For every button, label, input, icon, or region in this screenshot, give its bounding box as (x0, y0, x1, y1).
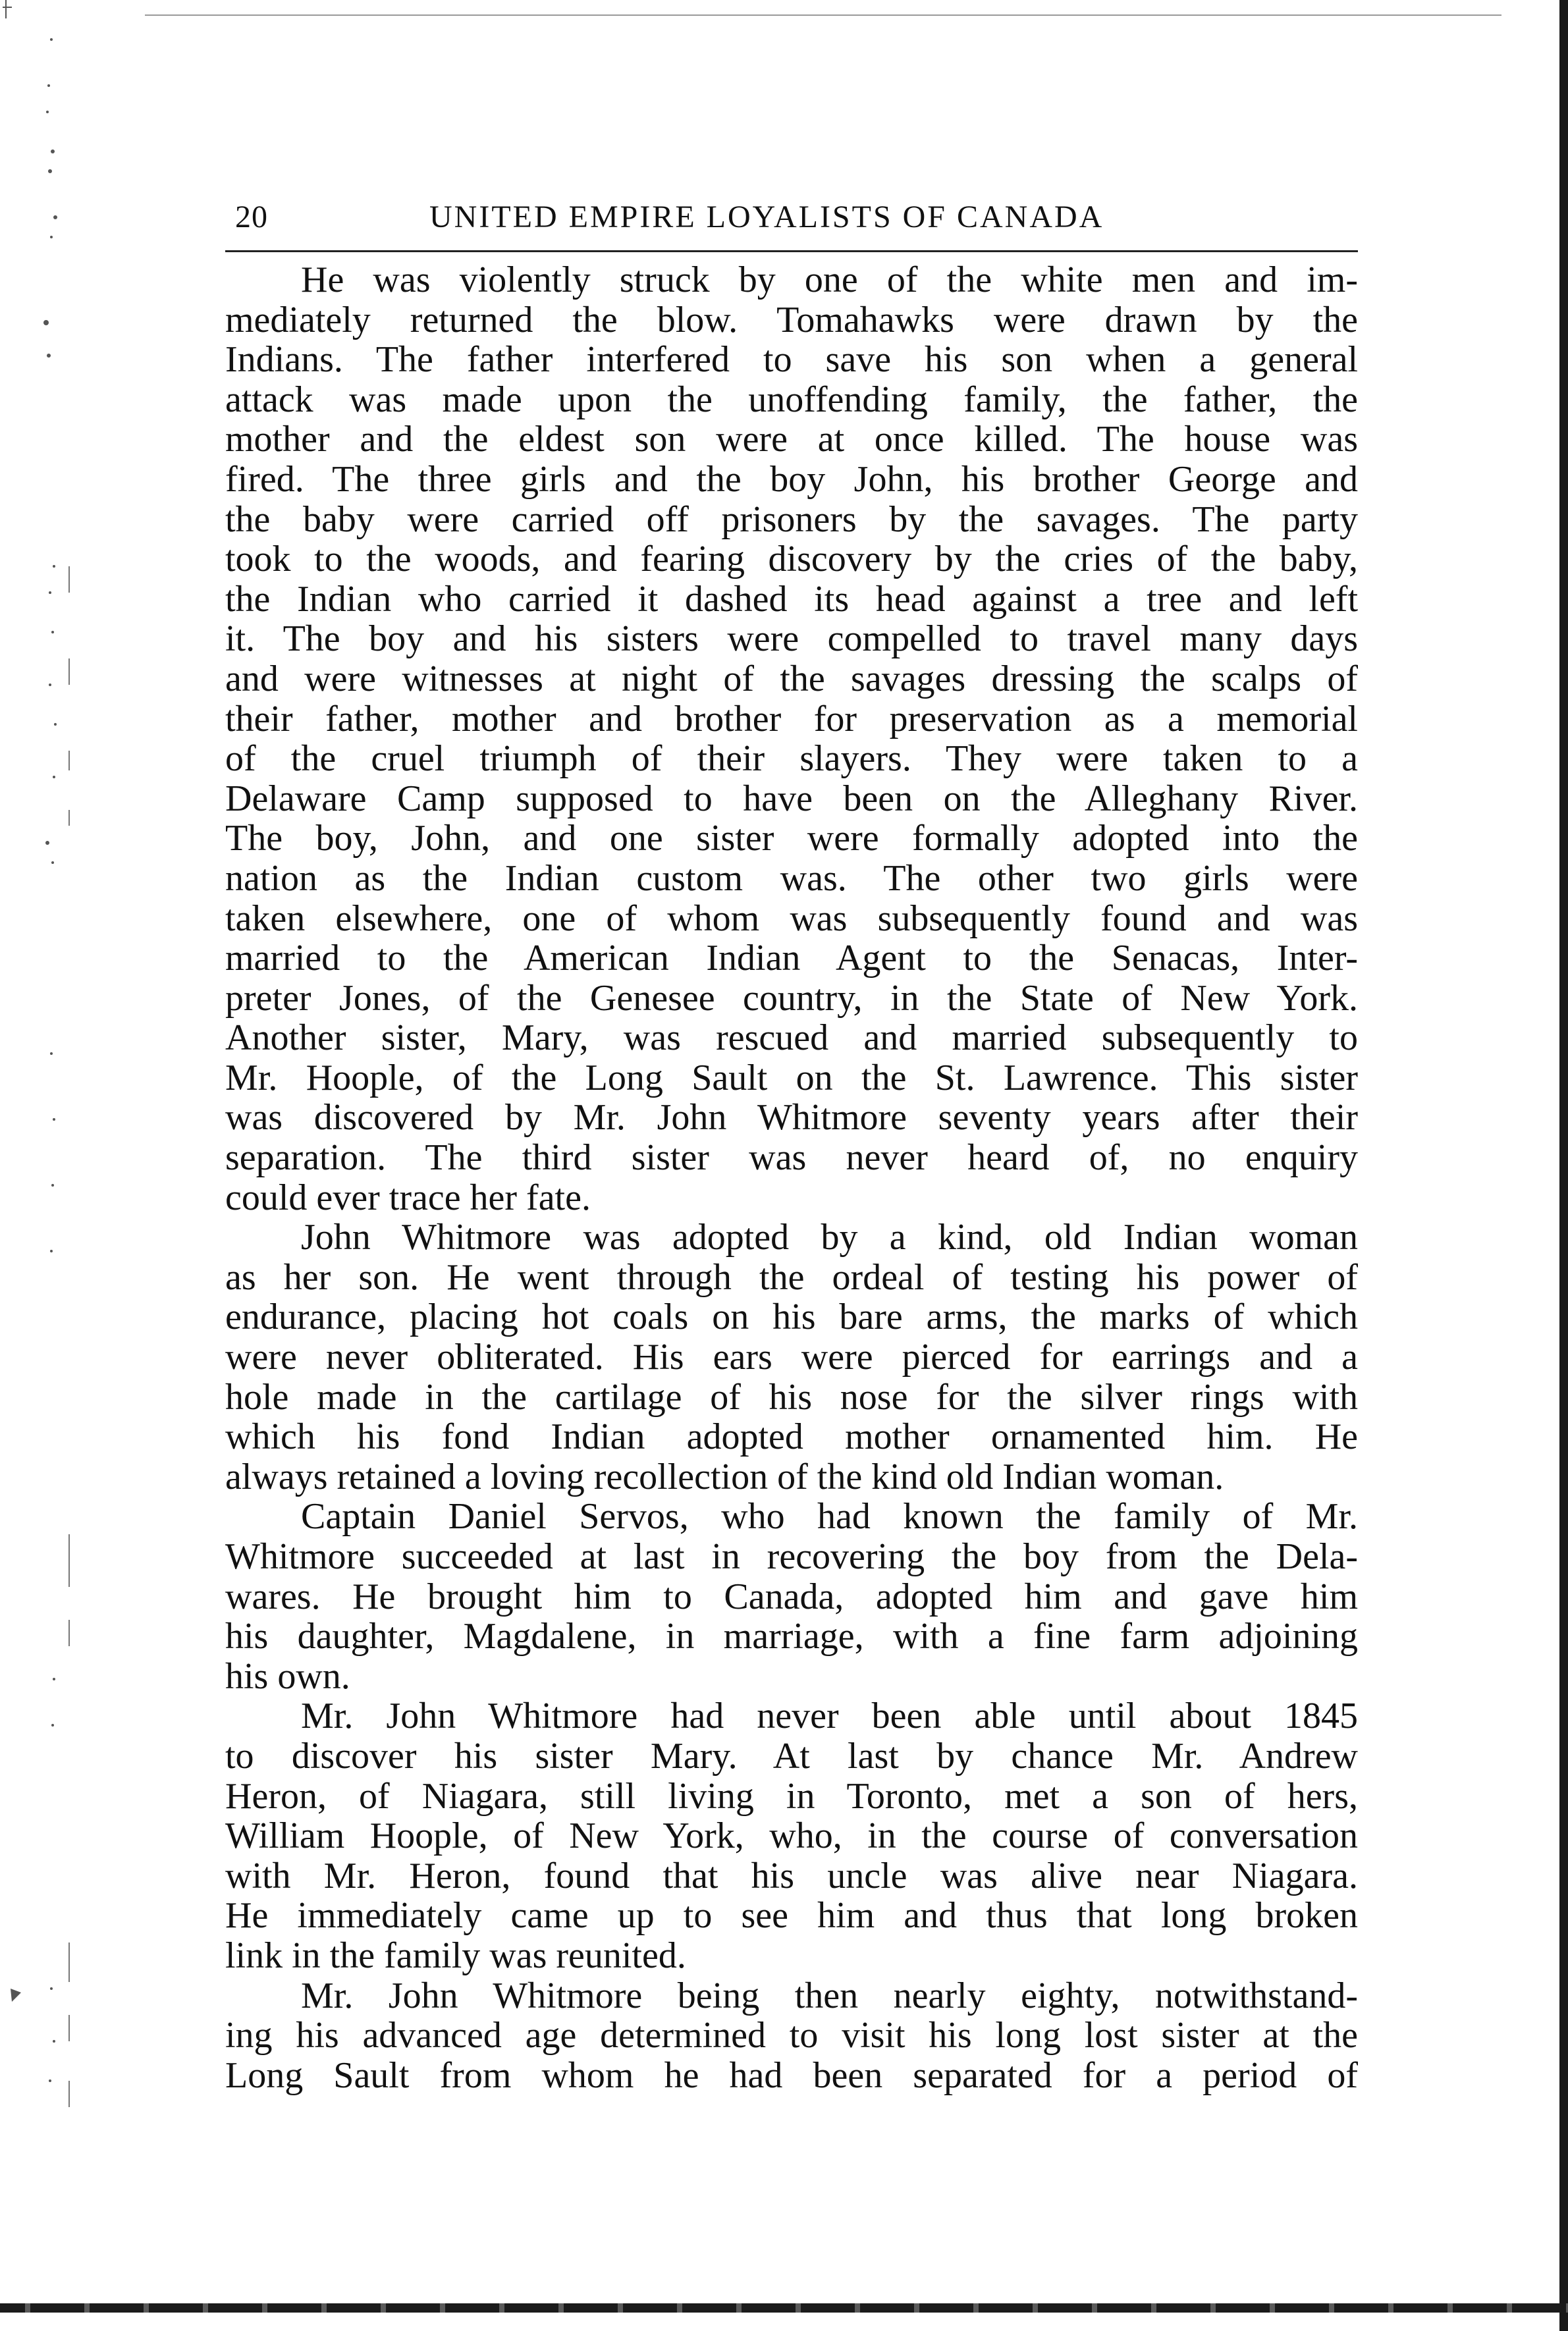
page-number: 20 (235, 200, 268, 234)
text-line: as her son. He went through the ordeal of testing his power of (225, 1257, 1358, 1298)
text-line: Delaware Camp supposed to have been on the Alleghany River. (225, 778, 1358, 819)
running-header (225, 195, 1358, 252)
scan-artifact-top-line (145, 14, 1501, 16)
text-line: married to the American Indian Agent to the Senacas, Inter- (225, 938, 1358, 978)
text-line: and were witnesses at night of the savages dressing the scalps of (225, 658, 1358, 699)
text-line: hole made in the cartilage of his nose for the silver rings with (225, 1377, 1358, 1418)
text-line: could ever trace her fate. (225, 1177, 591, 1218)
text-line: ing his advanced age determined to visit his long lost sister at the (225, 2016, 1358, 2056)
text-line: his daughter, Magdalene, in marriage, with a fine farm adjoining (225, 1617, 1358, 1657)
text-line: attack was made upon the unoffending family, the father, the (225, 379, 1358, 420)
text-line: He immediately came up to see him and thus that long broken (225, 1896, 1358, 1936)
text-line: of the cruel triumph of their slayers. They were taken to a (225, 739, 1358, 779)
text-line: separation. The third sister was never heard of, no enquiry (225, 1138, 1358, 1178)
text-line: endurance, placing hot coals on his bare arms, the marks of which (225, 1297, 1358, 1338)
text-line: were never obliterated. His ears were pierced for earrings and a (225, 1337, 1358, 1378)
text-line: link in the family was reunited. (225, 1935, 686, 1976)
text-line: Heron, of Niagara, still living in Toronto, met a son of hers, (225, 1776, 1358, 1817)
text-line: He was violently struck by one of the white men and im- (301, 260, 1358, 300)
text-line: Mr. John Whitmore had never been able until about 1845 (301, 1696, 1358, 1736)
text-line: his own. (225, 1656, 350, 1697)
text-line: William Hoople, of New York, who, in the course of conversation (225, 1816, 1358, 1856)
scan-artifact-right-edge (1559, 0, 1568, 2331)
text-line: always retained a loving recollection of the kind old Indian woman. (225, 1457, 1224, 1497)
text-line: Another sister, Mary, was rescued and married subsequently to (225, 1018, 1358, 1058)
running-title: UNITED EMPIRE LOYALISTS OF CANADA (429, 200, 1104, 234)
text-line: John Whitmore was adopted by a kind, old Indian woman (301, 1218, 1358, 1258)
text-line: took to the woods, and fearing discovery by the cries of the baby, (225, 539, 1358, 579)
text-line: with Mr. Heron, found that his uncle was alive near Niagara. (225, 1856, 1358, 1896)
text-line: to discover his sister Mary. At last by chance Mr. Andrew (225, 1736, 1358, 1777)
text-line: mediately returned the blow. Tomahawks were drawn by the (225, 300, 1358, 340)
text-line: Captain Daniel Servos, who had known the family of Mr. (301, 1497, 1358, 1537)
text-line: taken elsewhere, one of whom was subsequently found and was (225, 898, 1358, 939)
text-line: nation as the Indian custom was. The other two girls were (225, 858, 1358, 899)
text-line: their father, mother and brother for preservation as a memorial (225, 699, 1358, 739)
text-line: Indians. The father interfered to save his son when a general (225, 340, 1358, 380)
text-line: Whitmore succeeded at last in recovering the boy from the Dela- (225, 1537, 1358, 1577)
scan-artifact-bottom-edge (0, 2303, 1568, 2313)
text-line: preter Jones, of the Genesee country, in the State of New York. (225, 978, 1358, 1019)
text-line: the Indian who carried it dashed its head against a tree and left (225, 579, 1358, 620)
scan-margin-specks (0, 0, 86, 2331)
text-line: Mr. John Whitmore being then nearly eighty, notwithstand- (301, 1975, 1358, 2016)
text-line: was discovered by Mr. John Whitmore seventy years after their (225, 1098, 1358, 1139)
text-line: the baby were carried off prisoners by the savages. The party (225, 499, 1358, 540)
text-line: fired. The three girls and the boy John, his brother George and (225, 459, 1358, 500)
body-text (225, 260, 1358, 2095)
text-line: The boy, John, and one sister were formally adopted into the (225, 818, 1358, 859)
text-line: Mr. Hoople, of the Long Sault on the St. Lawrence. This sister (225, 1058, 1358, 1098)
text-line: mother and the eldest son were at once killed. The house was (225, 419, 1358, 460)
text-line: it. The boy and his sisters were compelled to travel many days (225, 619, 1358, 659)
text-line: Long Sault from whom he had been separated for a period of (225, 2055, 1358, 2096)
text-line: which his fond Indian adopted mother ornamented him. He (225, 1417, 1358, 1457)
text-line: wares. He brought him to Canada, adopted him and gave him (225, 1576, 1358, 1617)
